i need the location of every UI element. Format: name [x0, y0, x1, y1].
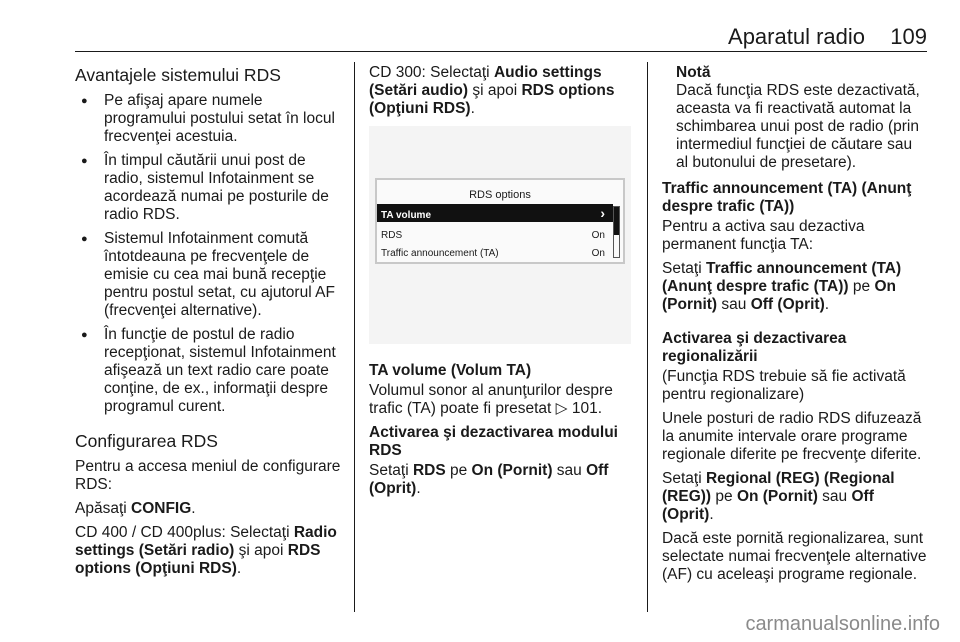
paragraph: Apăsaţi CONFIG. [75, 500, 196, 517]
list-item: ● Pe afişaj apare numele programului postului setat în locul frecvenţei acestuia. [75, 92, 343, 146]
column-divider [647, 62, 648, 612]
paragraph: Setaţi Regional (REG) (Regional (REG)) pe On (Pornit) sau Off (Oprit). [662, 470, 895, 523]
paragraph: Volumul sonor al anunţurilor despre trafic (TA) poate fi presetat ▷ 101. [369, 382, 613, 417]
chevron-right-icon: › [600, 205, 605, 221]
paragraph: (Funcţia RDS trebuie să fie activată pentru regionalizare) [662, 368, 906, 403]
section-heading: Activarea şi dezactivarea regionalizării [662, 330, 847, 365]
note-box [662, 64, 928, 172]
column-2 [369, 64, 631, 504]
page-header [75, 22, 927, 52]
section-heading: Configurarea RDS [75, 431, 218, 451]
note-heading: Notă [676, 64, 711, 81]
screen-frame [375, 178, 625, 264]
paragraph: Pentru a activa sau dezactiva permanent funcţia TA: [662, 218, 865, 253]
paragraph: Dacă este pornită regionalizarea, sunt selectate numai frecvenţele alternative (AF) cu aceleaşi programe regionale. [662, 530, 927, 583]
list-item: ● În timpul căutării unui post de radio, sistemul Infotainment se acordează numai pe posturile de radio RDS. [75, 152, 343, 224]
paragraph: CD 400 / CD 400plus: Selectaţi Radio settings (Setări radio) şi apoi RDS options (Opţiuni RDS). [75, 524, 337, 577]
screen-row-ta-volume: TA volume › [377, 204, 613, 222]
section-heading: Traffic announcement (TA) (Anunţ despre trafic (TA)) [662, 180, 912, 215]
note-text: Dacă funcţia RDS este dezactivată, aceasta va fi reactivată automat la schimbarea unui post de radio (prin intermediul funcţiei de căutare sau al butonului de presetare). [676, 82, 920, 171]
list-item: ● Sistemul Infotainment comută întotdeauna pe frecvenţele de emisie cu cea mai bună recepţie pentru postul setat, cu ajutorul AF (frecvenţei alternative). [75, 230, 343, 320]
paragraph: Setaţi RDS pe On (Pornit) sau Off (Oprit). [369, 462, 609, 497]
page-number: 109 [890, 24, 927, 49]
paragraph: Unele posturi de radio RDS difuzează la anumite intervale orare programe regionale diferite pe frecvenţe diferite. [662, 410, 922, 463]
column-3 [662, 64, 928, 590]
column-1 [75, 64, 343, 584]
page-title: Aparatul radio [728, 24, 865, 49]
bullet-list [75, 92, 343, 416]
section-heading: Avantajele sistemului RDS [75, 65, 281, 85]
paragraph: Setaţi Traffic announcement (TA) (Anunţ despre trafic (TA)) pe On (Pornit) sau Off (Oprit). [662, 260, 902, 313]
rds-options-screen [369, 126, 631, 344]
watermark: carmanualsonline.info [745, 613, 940, 635]
paragraph: CD 300: Selectaţi Audio settings (Setări audio) şi apoi RDS options (Opţiuni RDS). [369, 64, 615, 117]
section-heading: Activarea şi dezactivarea modului RDS [369, 424, 618, 459]
screen-scrollbar [613, 206, 620, 258]
paragraph: Pentru a accesa meniul de configurare RDS: [75, 458, 341, 493]
column-divider [354, 62, 355, 612]
screen-title: RDS options [469, 189, 531, 201]
screen-row-rds: RDS On [381, 230, 605, 241]
list-item: ● În funcţie de postul de radio recepţionat, sistemul Infotainment afişează un text radio care poate conţine, de ex., informaţii despre programul curent. [75, 326, 343, 416]
screen-row-ta: Traffic announcement (TA) On [381, 248, 605, 259]
section-heading: TA volume (Volum TA) [369, 362, 532, 379]
